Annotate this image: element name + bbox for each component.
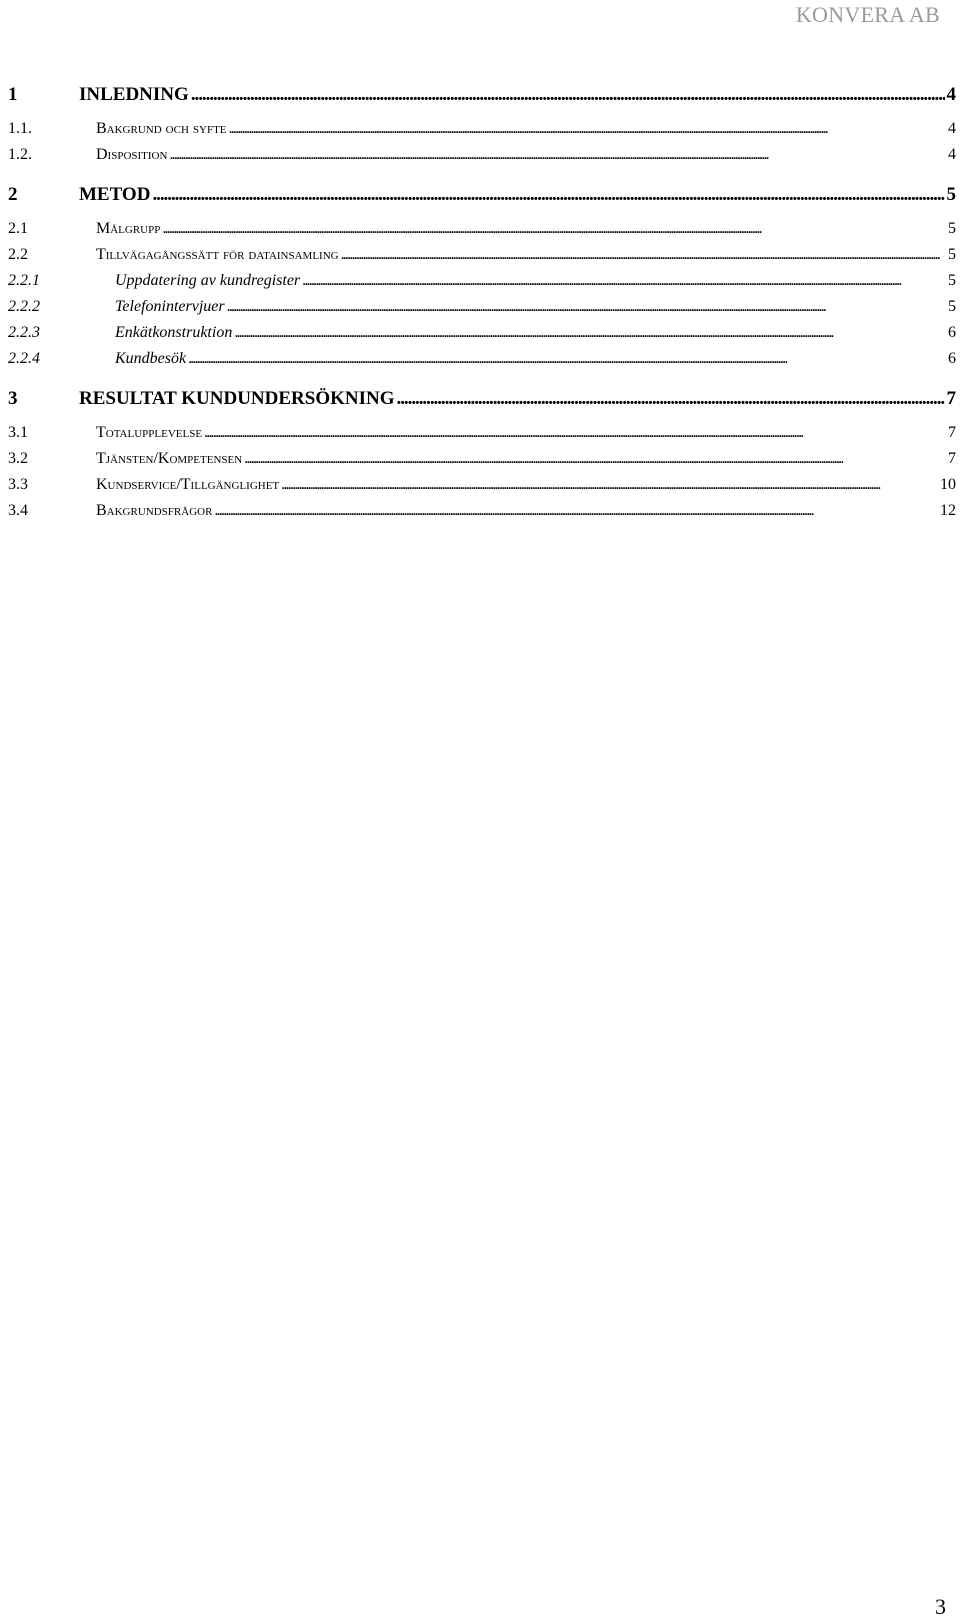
toc-entry[interactable] bbox=[8, 498, 956, 524]
toc-entry-page: 4 bbox=[946, 84, 956, 105]
toc-entry[interactable] bbox=[8, 446, 956, 472]
toc-entry-page: 6 bbox=[948, 324, 956, 341]
toc-entry-page: 5 bbox=[948, 246, 956, 263]
toc-entry-title: Kundservice/Tillgänglighet bbox=[96, 476, 280, 493]
toc-leader-dots bbox=[341, 242, 946, 268]
toc-entry-title: Kundbesök bbox=[115, 350, 187, 367]
toc-entry-number: 3.1 bbox=[8, 424, 28, 441]
toc-leader-dots bbox=[302, 268, 946, 294]
toc-entry-number: 1 bbox=[8, 84, 18, 105]
toc-entry[interactable] bbox=[8, 294, 956, 320]
toc-entry[interactable] bbox=[8, 82, 956, 108]
toc-entry-title: Enkätkonstruktion bbox=[115, 324, 233, 341]
toc-entry-page: 5 bbox=[948, 298, 956, 315]
toc-entry[interactable] bbox=[8, 346, 956, 372]
company-header: KONVERA AB bbox=[795, 2, 940, 27]
toc-entry-number: 3.2 bbox=[8, 450, 28, 467]
toc-entry-page: 4 bbox=[948, 146, 956, 163]
toc-entry-page: 6 bbox=[948, 350, 956, 367]
toc-entry-title: Tjänsten/Kompetensen bbox=[96, 450, 243, 467]
toc-entry-page: 5 bbox=[948, 272, 956, 289]
toc-leader-dots bbox=[397, 386, 945, 412]
toc-leader-dots bbox=[227, 294, 946, 320]
toc-leader-dots bbox=[281, 472, 938, 498]
toc-entry-page: 5 bbox=[946, 184, 956, 205]
toc-entry[interactable] bbox=[8, 182, 956, 208]
page-number: 3 bbox=[935, 1594, 946, 1619]
toc-entry-title: Bakgrundsfrågor bbox=[96, 502, 213, 519]
toc-entry-page: 7 bbox=[948, 450, 956, 467]
toc-entry-number: 2.2.1 bbox=[8, 272, 40, 289]
toc-leader-dots bbox=[234, 320, 946, 346]
toc-entry-number: 2.2.4 bbox=[8, 350, 40, 367]
toc-leader-dots bbox=[169, 142, 946, 168]
toc-entry-page: 10 bbox=[940, 476, 956, 493]
toc-entry[interactable] bbox=[8, 242, 956, 268]
toc-leader-dots bbox=[191, 82, 945, 108]
toc-entry-page: 12 bbox=[940, 502, 956, 519]
toc-entry-number: 1.1. bbox=[8, 120, 32, 137]
toc-leader-dots bbox=[244, 446, 946, 472]
toc-entry-number: 2.2.3 bbox=[8, 324, 40, 341]
toc-entry[interactable] bbox=[8, 320, 956, 346]
toc-entry[interactable] bbox=[8, 142, 956, 168]
toc-entry-page: 5 bbox=[948, 220, 956, 237]
toc-entry-title: Bakgrund och syfte bbox=[96, 120, 227, 137]
toc-entry-number: 2.1 bbox=[8, 220, 28, 237]
toc-leader-dots bbox=[162, 216, 946, 242]
toc-entry[interactable] bbox=[8, 116, 956, 142]
toc-entry[interactable] bbox=[8, 268, 956, 294]
toc-entry-title: Totalupplevelse bbox=[96, 424, 203, 441]
toc-entry[interactable] bbox=[8, 216, 956, 242]
toc-entry-number: 3.4 bbox=[8, 502, 28, 519]
toc-entry[interactable] bbox=[8, 472, 956, 498]
toc-entry-title: Tillvägagångssätt för datainsamling bbox=[96, 246, 339, 263]
toc-entry-number: 2 bbox=[8, 184, 18, 205]
toc-entry-number: 1.2. bbox=[8, 146, 32, 163]
toc-leader-dots bbox=[229, 116, 946, 142]
toc-entry-title: Telefonintervjuer bbox=[115, 298, 225, 315]
toc-entry-title: RESULTAT KUNDUNDERSÖKNING bbox=[79, 388, 395, 409]
toc-leader-dots bbox=[152, 182, 944, 208]
toc-entry-title: Uppdatering av kundregister bbox=[115, 272, 301, 289]
toc-entry-title: METOD bbox=[79, 184, 151, 205]
toc-entry-title: Disposition bbox=[96, 146, 168, 163]
toc-entry-number: 3.3 bbox=[8, 476, 28, 493]
toc-leader-dots bbox=[188, 346, 946, 372]
toc-entry-page: 4 bbox=[948, 120, 956, 137]
toc-entry-page: 7 bbox=[948, 424, 956, 441]
toc-entry-number: 2.2 bbox=[8, 246, 28, 263]
toc-entry[interactable] bbox=[8, 420, 956, 446]
toc-entry[interactable] bbox=[8, 386, 956, 412]
toc-entry-title: INLEDNING bbox=[79, 84, 189, 105]
table-of-contents bbox=[8, 82, 956, 524]
toc-entry-page: 7 bbox=[946, 388, 956, 409]
toc-entry-number: 3 bbox=[8, 388, 18, 409]
toc-entry-title: Målgrupp bbox=[96, 220, 161, 237]
toc-entry-number: 2.2.2 bbox=[8, 298, 40, 315]
toc-leader-dots bbox=[204, 420, 946, 446]
toc-leader-dots bbox=[214, 498, 938, 524]
